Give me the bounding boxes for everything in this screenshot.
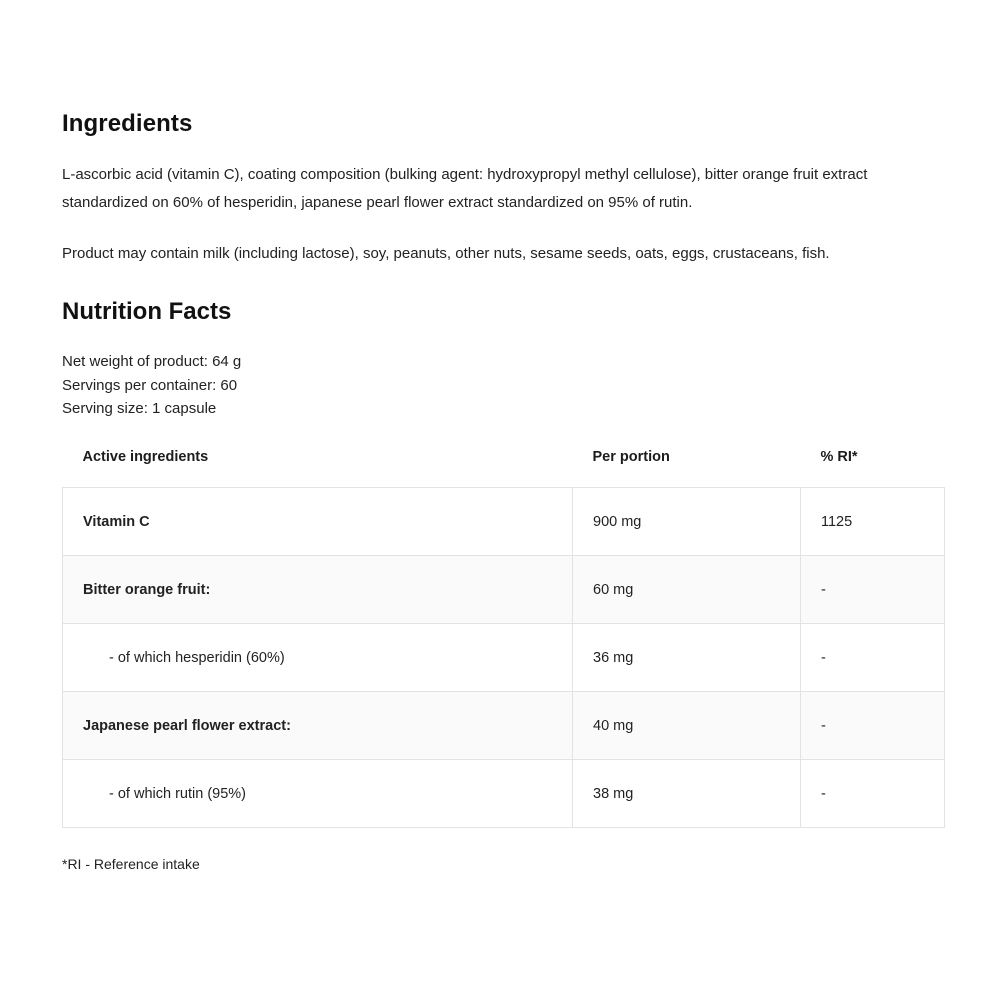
- cell-per-portion: 60 mg: [573, 556, 801, 624]
- column-header-ri: % RI*: [820, 449, 858, 466]
- cell-per-portion: 40 mg: [573, 692, 801, 760]
- ingredients-heading: Ingredients: [62, 110, 193, 137]
- cell-ingredient-name: Japanese pearl flower extract:: [63, 692, 573, 760]
- servings-per-container: Servings per container: 60: [62, 376, 238, 394]
- net-weight: Net weight of product: 64 g: [62, 353, 242, 371]
- cell-per-portion: 38 mg: [573, 760, 801, 828]
- table-row: [63, 760, 945, 828]
- column-header-active-ingredients: Active ingredients: [82, 449, 209, 466]
- cell-ri: -: [801, 556, 945, 624]
- table-body: [63, 488, 945, 828]
- content-container: [62, 110, 946, 872]
- table-row: [63, 488, 945, 556]
- table-row: [63, 692, 945, 760]
- cell-ri: -: [801, 624, 945, 692]
- serving-size: Serving size: 1 capsule: [62, 400, 217, 418]
- table-row: [63, 624, 945, 692]
- cell-ingredient-name: - of which rutin (95%): [63, 760, 573, 828]
- cell-ingredient-name: Vitamin C: [63, 488, 573, 556]
- cell-ingredient-name: - of which hesperidin (60%): [63, 624, 573, 692]
- cell-per-portion: 900 mg: [573, 488, 801, 556]
- ingredients-body: [62, 161, 946, 268]
- allergen-text: Product may contain milk (including lactose), soy, peanuts, other nuts, sesame seeds, oats, eggs, crustaceans, fish.: [62, 245, 830, 263]
- table-row: [63, 556, 945, 624]
- cell-ingredient-name: Bitter orange fruit:: [63, 556, 573, 624]
- nutrition-facts-heading: Nutrition Facts: [62, 298, 232, 326]
- column-header-per-portion: Per portion: [592, 449, 670, 466]
- table-header-row: [63, 449, 945, 488]
- nutrition-table: [62, 449, 945, 828]
- cell-ri: -: [801, 692, 945, 760]
- ri-footnote: *RI - Reference intake: [62, 856, 200, 873]
- table-header: [63, 449, 945, 488]
- ingredients-text: L-ascorbic acid (vitamin C), coating composition (bulking agent: hydroxypropyl methyl cellulose), bitter orange fruit extract standardized on 60% of hesperidin, japanese pearl flower extract standardized on 95% of rutin.: [62, 165, 868, 211]
- cell-ri: 1125: [801, 488, 945, 556]
- serving-info: [62, 350, 946, 421]
- cell-ri: -: [801, 760, 945, 828]
- cell-per-portion: 36 mg: [573, 624, 801, 692]
